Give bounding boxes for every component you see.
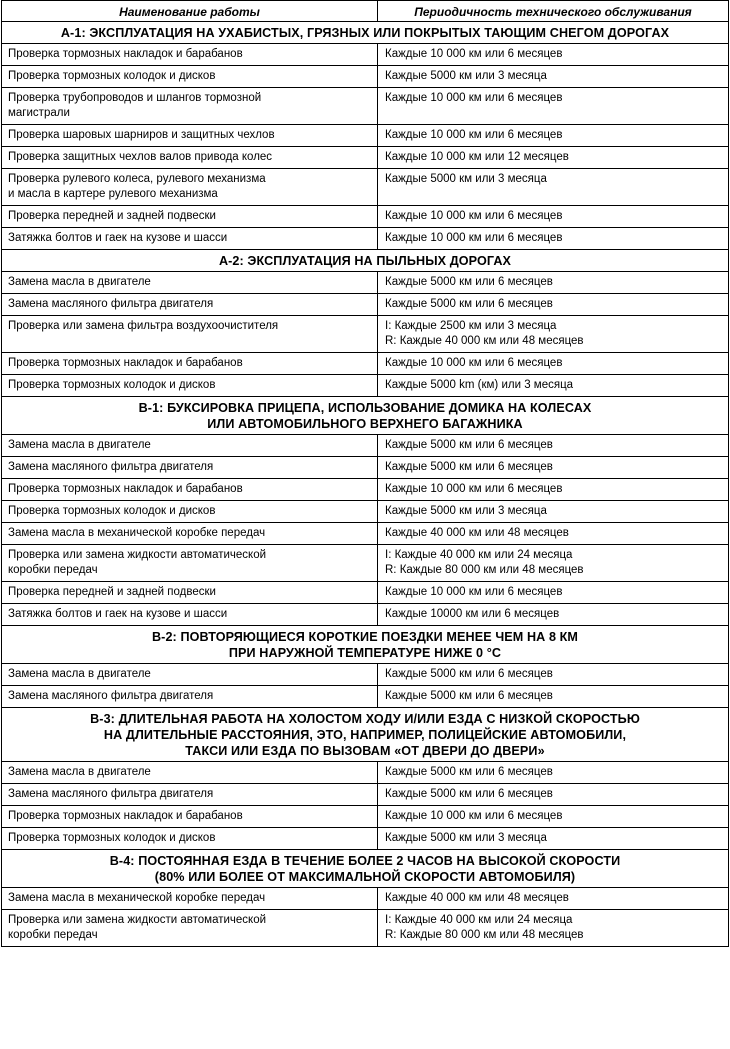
table-row [2, 147, 728, 169]
section-header-row [2, 22, 728, 44]
section-title: В-1: БУКСИРОВКА ПРИЦЕПА, ИСПОЛЬЗОВАНИЕ ДОМИКА НА КОЛЕСАХ ИЛИ АВТОМОБИЛЬНОГО ВЕРХНЕГО БАГАЖНИКА [138, 401, 592, 431]
periodicity-cell: Каждые 10 000 км или 6 месяцев [385, 48, 563, 60]
section-title: А-2: ЭКСПЛУАТАЦИЯ НА ПЫЛЬНЫХ ДОРОГАХ [218, 254, 512, 268]
work-name-cell: Проверка тормозных накладок и барабанов [2, 806, 378, 827]
section-header-row [2, 850, 728, 888]
maintenance-table [1, 0, 729, 947]
periodicity-cell: Каждые 10 000 км или 6 месяцев [385, 357, 563, 369]
work-name-cell: Замена масла в двигателе [2, 272, 378, 293]
periodicity-cell: I: Каждые 40 000 км или 24 месяца R: Каждые 80 000 км или 48 месяцев [385, 914, 584, 941]
work-name-cell: Проверка тормозных накладок и барабанов [2, 353, 378, 374]
header-periodicity: Периодичность технического обслуживания [414, 5, 692, 19]
section-title: В-4: ПОСТОЯННАЯ ЕЗДА В ТЕЧЕНИЕ БОЛЕЕ 2 ЧАСОВ НА ВЫСОКОЙ СКОРОСТИ (80% ИЛИ БОЛЕЕ ОТ МАКСИМАЛЬНОЙ СКОРОСТИ АВТОМОБИЛЯ) [109, 854, 621, 884]
table-row [2, 435, 728, 457]
periodicity-cell: Каждые 5000 км или 6 месяцев [385, 788, 553, 800]
periodicity-cell: Каждые 5000 км или 6 месяцев [385, 298, 553, 310]
table-row [2, 228, 728, 250]
work-name-cell: Замена масла в двигателе [2, 435, 378, 456]
section-header-row [2, 626, 728, 664]
periodicity-cell: Каждые 5000 км или 3 месяца [385, 173, 547, 185]
periodicity-cell: Каждые 5000 км или 6 месяцев [385, 668, 553, 680]
periodicity-cell: Каждые 5000 км или 6 месяцев [385, 461, 553, 473]
table-row [2, 828, 728, 850]
work-name-cell: Проверка передней и задней подвески [2, 206, 378, 227]
table-row [2, 479, 728, 501]
table-row [2, 888, 728, 910]
periodicity-cell: Каждые 5000 км или 3 месяца [385, 505, 547, 517]
work-name-cell: Замена масляного фильтра двигателя [2, 457, 378, 478]
work-name-cell: Замена масла в механической коробке передач [2, 523, 378, 544]
table-row [2, 66, 728, 88]
periodicity-cell: Каждые 5000 km (км) или 3 месяца [385, 379, 574, 391]
table-row [2, 294, 728, 316]
table-row [2, 353, 728, 375]
section-title: А-1: ЭКСПЛУАТАЦИЯ НА УХАБИСТЫХ, ГРЯЗНЫХ ИЛИ ПОКРЫТЫХ ТАЮЩИМ СНЕГОМ ДОРОГАХ [60, 26, 670, 40]
periodicity-cell: Каждые 5000 км или 3 месяца [385, 70, 547, 82]
table-row [2, 806, 728, 828]
table-row [2, 664, 728, 686]
table-row [2, 910, 728, 947]
work-name-cell: Проверка тормозных накладок и барабанов [2, 44, 378, 65]
table-row [2, 523, 728, 545]
section-header-row [2, 708, 728, 762]
header-work-name: Наименование работы [2, 1, 378, 21]
periodicity-cell: Каждые 10 000 км или 6 месяцев [385, 232, 563, 244]
table-row [2, 375, 728, 397]
periodicity-cell: Каждые 10 000 км или 6 месяцев [385, 483, 563, 495]
table-row [2, 457, 728, 479]
work-name-cell: Проверка тормозных колодок и дисков [2, 828, 378, 849]
work-name-cell: Проверка шаровых шарниров и защитных чехлов [2, 125, 378, 146]
work-name-cell: Замена масляного фильтра двигателя [2, 294, 378, 315]
periodicity-cell: I: Каждые 2500 км или 3 месяца R: Каждые 40 000 км или 48 месяцев [385, 320, 584, 347]
table-row [2, 88, 728, 125]
periodicity-cell: Каждые 10 000 км или 6 месяцев [385, 586, 563, 598]
work-name-cell: Проверка или замена жидкости автоматической коробки передач [2, 910, 378, 946]
table-row [2, 169, 728, 206]
periodicity-cell: Каждые 5000 км или 6 месяцев [385, 690, 553, 702]
table-row [2, 501, 728, 523]
work-name-cell: Проверка или замена жидкости автоматической коробки передач [2, 545, 378, 581]
table-row [2, 272, 728, 294]
work-name-cell: Замена масла в двигателе [2, 664, 378, 685]
work-name-cell: Замена масляного фильтра двигателя [2, 784, 378, 805]
table-row [2, 44, 728, 66]
work-name-cell: Затяжка болтов и гаек на кузове и шасси [2, 228, 378, 249]
table-row [2, 686, 728, 708]
work-name-cell: Проверка передней и задней подвески [2, 582, 378, 603]
work-name-cell: Проверка тормозных колодок и дисков [2, 501, 378, 522]
table-row [2, 316, 728, 353]
periodicity-cell: Каждые 10000 км или 6 месяцев [385, 608, 560, 620]
table-row [2, 604, 728, 626]
work-name-cell: Замена масляного фильтра двигателя [2, 686, 378, 707]
periodicity-cell: I: Каждые 40 000 км или 24 месяца R: Каждые 80 000 км или 48 месяцев [385, 549, 584, 576]
periodicity-cell: Каждые 40 000 км или 48 месяцев [385, 527, 569, 539]
table-row [2, 582, 728, 604]
periodicity-cell: Каждые 10 000 км или 6 месяцев [385, 92, 563, 104]
work-name-cell: Замена масла в механической коробке передач [2, 888, 378, 909]
periodicity-cell: Каждые 5000 км или 6 месяцев [385, 439, 553, 451]
work-name-cell: Замена масла в двигателе [2, 762, 378, 783]
table-row [2, 125, 728, 147]
work-name-cell: Проверка тормозных колодок и дисков [2, 66, 378, 87]
periodicity-cell: Каждые 5000 км или 6 месяцев [385, 276, 553, 288]
section-title: В-3: ДЛИТЕЛЬНАЯ РАБОТА НА ХОЛОСТОМ ХОДУ И/ИЛИ ЕЗДА С НИЗКОЙ СКОРОСТЬЮ НА ДЛИТЕЛЬНЫЕ РАССТОЯНИЯ, ЭТО, НАПРИМЕР, ПОЛИЦЕЙСКИЕ АВТОМОБИЛИ, ТАКСИ ИЛИ ЕЗДА ПО ВЫЗОВАМ «ОТ ДВЕРИ ДО ДВЕРИ» [90, 712, 640, 758]
work-name-cell: Проверка рулевого колеса, рулевого механизма и масла в картере рулевого механизма [2, 169, 378, 205]
work-name-cell: Проверка тормозных накладок и барабанов [2, 479, 378, 500]
periodicity-cell: Каждые 40 000 км или 48 месяцев [385, 892, 569, 904]
work-name-cell: Проверка трубопроводов и шлангов тормозной магистрали [2, 88, 378, 124]
periodicity-cell: Каждые 5000 км или 6 месяцев [385, 766, 553, 778]
table-row [2, 545, 728, 582]
periodicity-cell: Каждые 10 000 км или 6 месяцев [385, 210, 563, 222]
table-header [2, 1, 728, 22]
table-row [2, 206, 728, 228]
work-name-cell: Затяжка болтов и гаек на кузове и шасси [2, 604, 378, 625]
periodicity-cell: Каждые 10 000 км или 6 месяцев [385, 129, 563, 141]
section-title: В-2: ПОВТОРЯЮЩИЕСЯ КОРОТКИЕ ПОЕЗДКИ МЕНЕЕ ЧЕМ НА 8 КМ ПРИ НАРУЖНОЙ ТЕМПЕРАТУРЕ НИЖЕ 0 °С [151, 630, 579, 660]
work-name-cell: Проверка или замена фильтра воздухоочистителя [2, 316, 378, 352]
table-body [2, 22, 728, 947]
work-name-cell: Проверка тормозных колодок и дисков [2, 375, 378, 396]
work-name-cell: Проверка защитных чехлов валов привода колес [2, 147, 378, 168]
periodicity-cell: Каждые 10 000 км или 6 месяцев [385, 810, 563, 822]
table-row [2, 784, 728, 806]
section-header-row [2, 397, 728, 435]
table-row [2, 762, 728, 784]
periodicity-cell: Каждые 10 000 км или 12 месяцев [385, 151, 569, 163]
section-header-row [2, 250, 728, 272]
periodicity-cell: Каждые 5000 км или 3 месяца [385, 832, 547, 844]
